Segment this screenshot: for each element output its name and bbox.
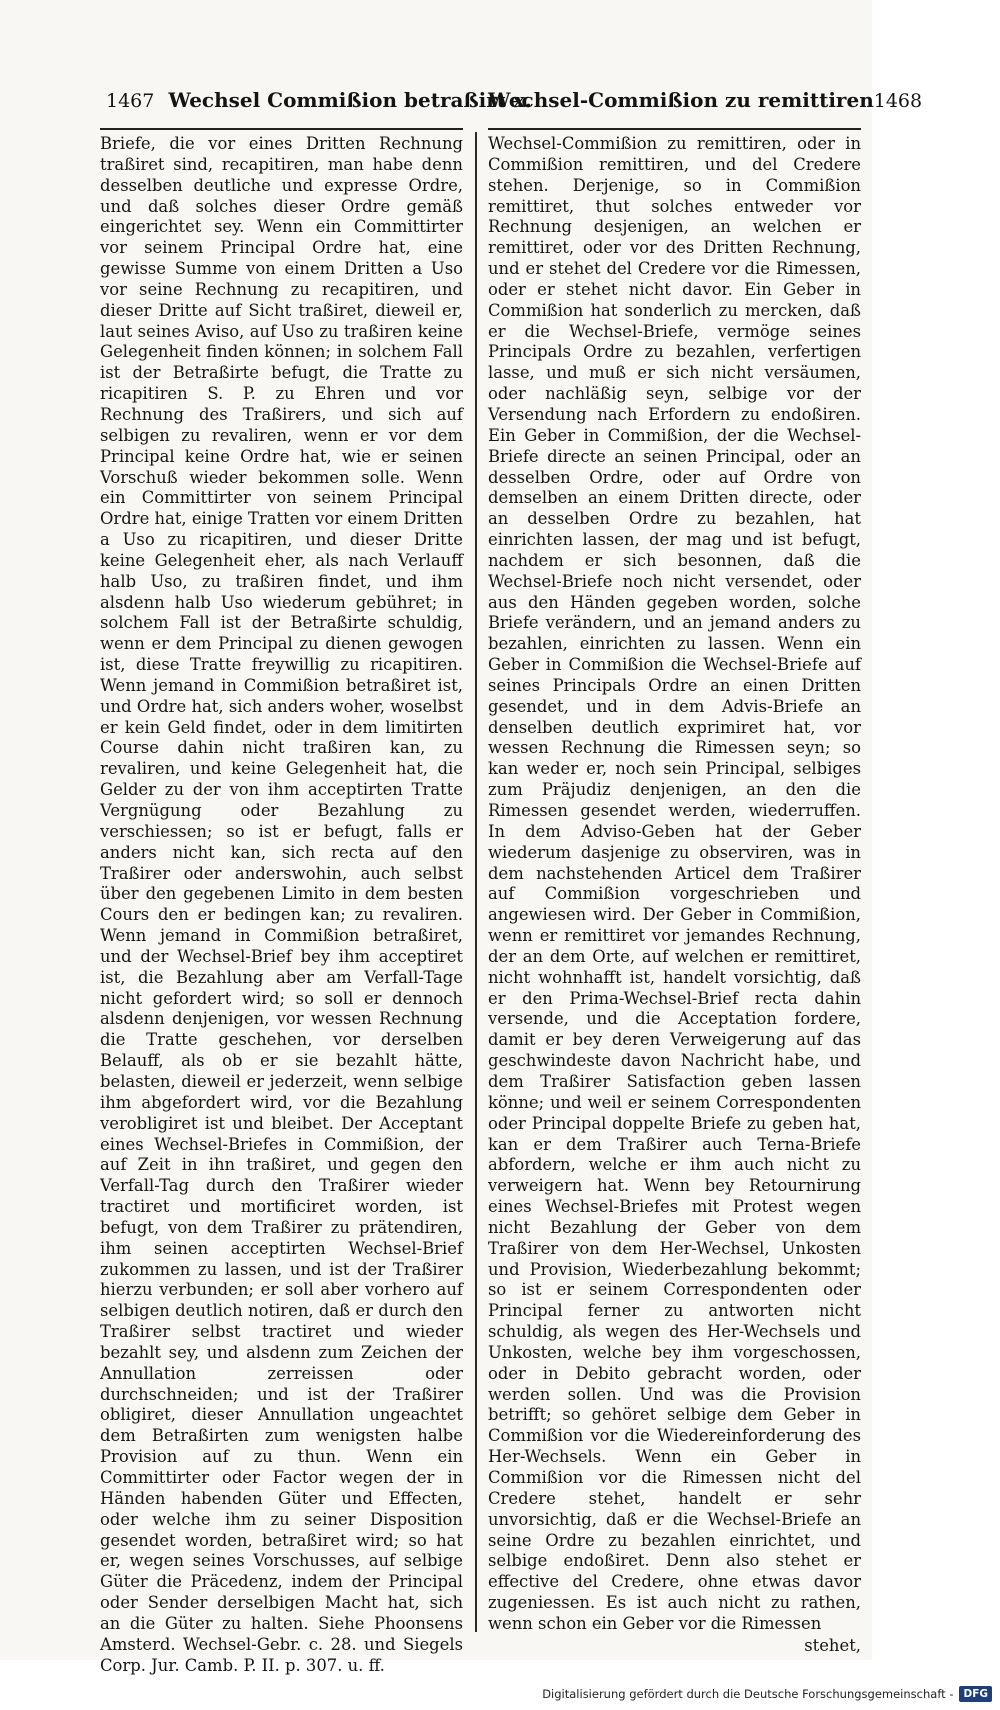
right-column-paragraph: Wechsel-Commißion zu remittiren, oder in Commißion remittiren, und del Credere stehen. Derjenige, so in Commißion remittiret, thut solches entweder vor Rechnung desjenigen, an welchen er remittiret, oder vor des Dritten Rechnung, und er stehet del Credere vor die Rimessen, oder er stehet nicht davor. Ein Geber in Commißion hat sonderlich zu mercken, daß er die Wechsel-Briefe, vermöge seines Principals Ordre zu bezahlen, verfertigen lasse, und muß er sich nicht versäumen, oder nachläßig seyn, selbige vor der Versendung nach Erfordern zu endoßiren. Ein Geber in Commißion, der die Wechsel-Briefe directe an seinen Principal, oder an desselben Ordre, oder auf Ordre von demselben an einem Dritten directe, oder an desselben Ordre zu bezahlen, hat einrichten lassen, der mag und ist befugt, nachdem er sich besonnen, daß die Wechsel-Briefe noch nicht versendet, oder aus den Händen gegeben worden, solche Briefe verändern, und an jemand anders zu bezahlen, einrichten zu lassen. Wenn ein Geber in Commißion die Wechsel-Briefe auf seines Principals Ordre an einen Dritten gesendet, und in dem Advis-Briefe an denselben deutlich exprimiret hat, vor wessen Rechnung die Rimessen seyn; so kan weder er, noch sein Principal, selbiges zum Präjudiz denjenigen, an den die Rimessen gesendet werden, wiederruffen. In dem Adviso-Geben hat der Geber wiederum dasjenige zu observiren, was in dem nachstehenden Articel dem Traßirer auf Commißion vorgeschrieben und angewiesen wird. Der Geber in Commißion, wenn er remittiret vor jemandes Rechnung, der an dem Orte, auf welchen er remittiret, nicht wohnhafft ist, handelt vorsichtig, daß er den Prima-Wechsel-Brief recta dahin versende, und die Acceptation fordere, damit er bey deren Verweigerung auf das geschwindeste davon Nachricht habe, und dem Traßirer Satisfaction geben lassen könne; und weil er seinem Correspondenten oder Principal doppelte Briefe zu geben hat, kan er dem Traßirer auch Terna-Briefe abfordern, welche er ihm auch nicht zu verweigern hat. Wenn bey Retournirung eines Wechsel-Briefes mit Protest wegen nicht Bezahlung der Geber von dem Traßirer von dem Her-Wechsel, Unkosten und Provision, Wiederbezahlung bekommt; so ist er seinem Correspondenten oder Principal ferner zu antworten nicht schuldig, als wegen des Her-Wechsels und Unkosten, welche bey ihm vorgeschossen, oder in Debito gebracht worden, oder werden sollen. Und was die Provision betrifft; so gehöret selbige dem Geber in Commißion vor die Wiedereinforderung des Her-Wechsels. Wenn ein Geber in Commißion vor die Rimessen nicht del Credere stehet, handelt er sehr unvorsichtig, daß er die Wechsel-Briefe an seine Ordre zu bezahlen einrichtet, und selbige endoßiret. Denn also stehet er effective del Credere, ohne etwas davor zugeniessen. Es ist auch nicht zu rathen, wenn schon ein Geber vor die Rimessen	[488, 134, 861, 1633]
digitization-credit	[542, 1684, 992, 1704]
right-running-title: Wechsel-Commißion zu remittiren	[488, 88, 874, 112]
catchword: stehet,	[804, 1635, 861, 1655]
left-page-header	[106, 88, 532, 128]
right-page-number: 1468	[873, 90, 923, 112]
right-header-rule	[488, 128, 861, 130]
right-page-header	[488, 88, 923, 128]
left-header-rule	[100, 128, 463, 130]
left-page-number: 1467	[106, 90, 155, 112]
right-text-column	[488, 134, 861, 1657]
column-divider	[475, 132, 477, 1632]
credit-text: Digitalisierung gefördert durch die Deutsche Forschungsgemeinschaft -	[542, 1687, 954, 1701]
dfg-logo: DFG	[959, 1686, 992, 1702]
left-text-column	[100, 134, 463, 1676]
left-column-paragraph: Briefe, die vor eines Dritten Rechnung traßiret sind, recapitiren, man habe denn desselben deutliche und expresse Ordre, und daß solches dieser Ordre gemäß eingerichtet sey. Wenn ein Committirter vor seinem Principal Ordre hat, eine gewisse Summe von einem Dritten a Uso vor seine Rechnung zu recapitiren, und dieser Dritte auf Sicht traßiret, dieweil er, laut seines Aviso, auf Uso zu traßiren keine Gelegenheit finden können; in solchem Fall ist der Betraßirte befugt, die Tratte zu ricapitiren S. P. zu Ehren und vor Rechnung des Traßirers, und sich auf selbigen zu revaliren, wenn er vor dem Principal keine Ordre hat, wie er seinen Vorschuß wieder bekommen solle. Wenn ein Committirter von seinem Principal Ordre hat, einige Tratten vor einem Dritten a Uso zu ricapitiren, und dieser Dritte keine Gelegenheit eher, als nach Verlauff halb Uso, zu traßiren findet, und ihm alsdenn halb Uso wiederum gebühret; in solchem Fall ist der Betraßirte schuldig, wenn er dem Principal zu dienen gewogen ist, diese Tratte freywillig zu ricapitiren. Wenn jemand in Commißion betraßiret ist, und Ordre hat, sich anders woher, woselbst er kein Geld findet, oder in dem limitirten Course dahin nicht traßiren kan, zu revaliren, und keine Gelegenheit hat, die Gelder zu der von ihm acceptirten Tratte Vergnügung oder Bezahlung zu verschiessen; so ist er befugt, falls er anders nicht kan, sich recta auf den Traßirer oder anderswohin, auch selbst über den gegebenen Limito in dem besten Cours den er bedingen kan; zu revaliren. Wenn jemand in Commißion betraßiret, und der Wechsel-Brief bey ihm acceptiret ist, die Bezahlung aber am Verfall-Tage nicht gefordert wird; so soll er dennoch alsdenn denjenigen, vor wessen Rechnung die Tratte geschehen, vor derselben Belauff, als ob er sie bezahlt hätte, belasten, dieweil er jederzeit, wenn selbige ihm abgefordert wird, vor die Bezahlung verobligiret ist und bleibet. Der Acceptant eines Wechsel-Briefes in Commißion, der auf Zeit in ihn traßiret, und gegen den Verfall-Tag durch den Traßirer wieder tractiret und mortificiret worden, ist befugt, von dem Traßirer zu prätendiren, ihm seinen acceptirten Wechsel-Brief zukommen zu lassen, und ist der Traßirer hierzu verbunden; er soll aber vorhero auf selbigen deutlich notiren, daß er durch den Traßirer selbst tractiret und wieder bezahlt sey, und alsdenn zum Zeichen der Annullation zerreissen oder durchschneiden; und ist der Traßirer obligiret, dieser Annullation ungeachtet dem Betraßirten zum wenigsten halbe Provision auf zu thun. Wenn ein Committirter oder Factor wegen der in Händen habenden Güter und Effecten, oder welche ihm zu seiner Disposition gesendet worden, betraßiret wird; so hat er, wegen seines Vorschusses, auf selbige Güter die Präcedenz, indem der Principal oder Sender derselbigen Macht hat, sich an die Güter zu halten. Siehe Phoonsens Amsterd. Wechsel-Gebr. c. 28. und Siegels Corp. Jur. Camb. P. II. p. 307. u. ff.	[100, 134, 463, 1675]
left-running-title: Wechsel Commißion betraßirt x.	[168, 88, 532, 112]
